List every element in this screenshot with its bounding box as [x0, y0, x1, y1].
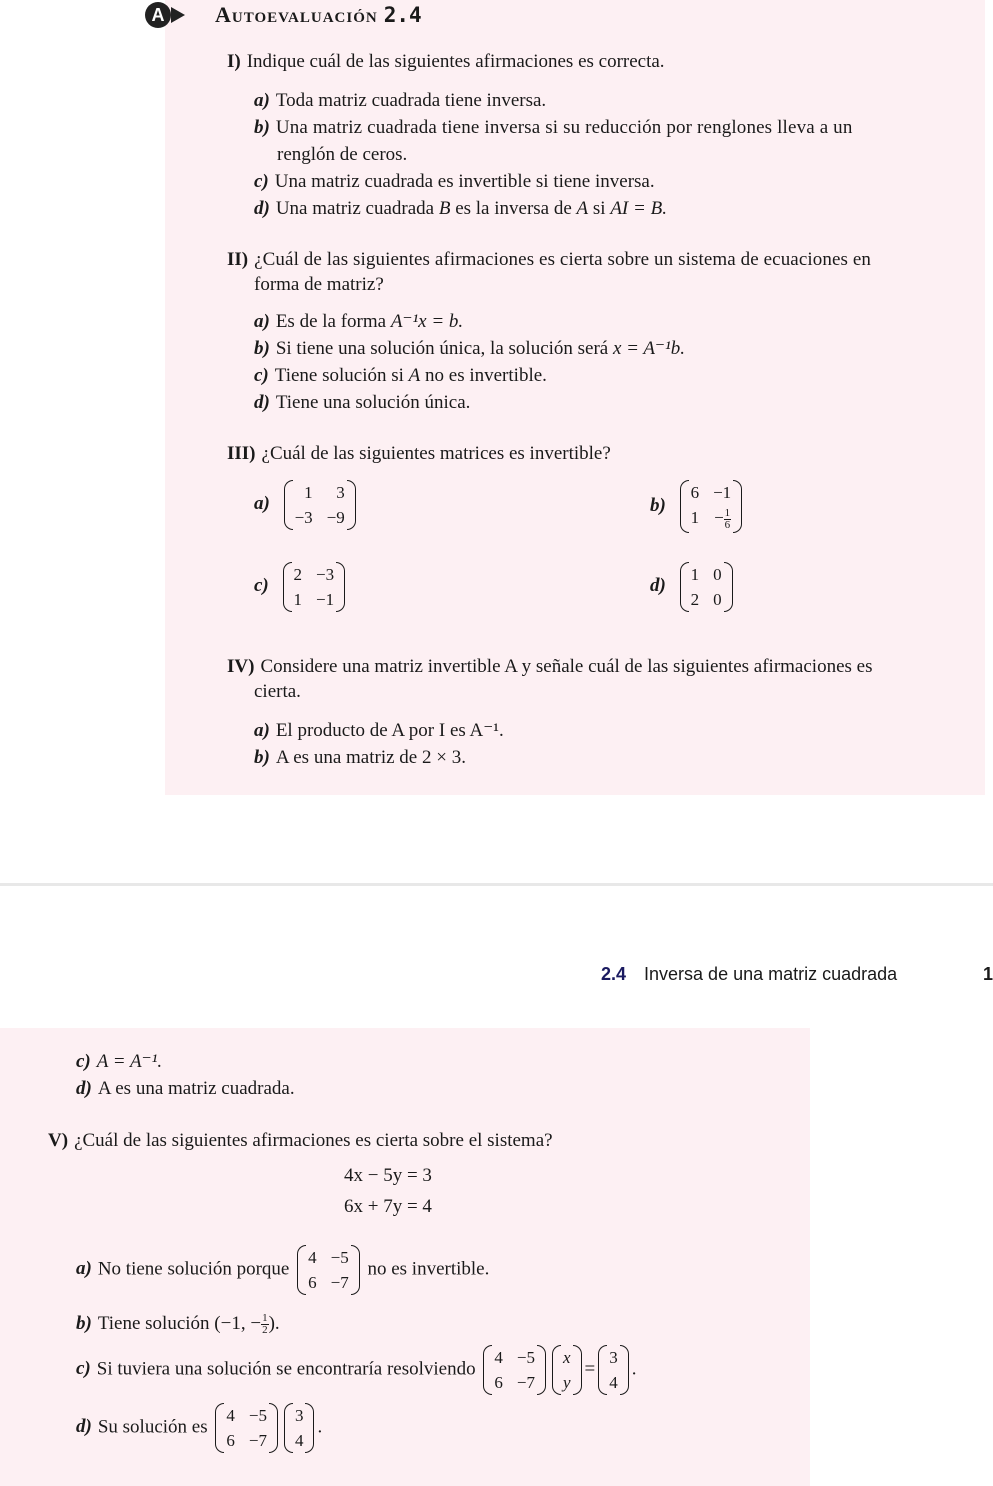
q1-option-d[interactable]: d) Una matriz cuadrada B es la inversa de A si AI = B.: [254, 198, 667, 219]
question-4-prompt: IV) Considere una matriz invertible A y señale cuál de las siguientes afirmaciones es: [227, 656, 873, 677]
q5-option-b[interactable]: b) Tiene solución (−1, − $\frac{1}{2}$ ).: [76, 1312, 280, 1337]
q2-option-b[interactable]: b) Si tiene una solución única, la solución será x = A⁻¹b.: [254, 338, 685, 359]
q2-option-a[interactable]: a) Es de la forma A⁻¹x = b.: [254, 311, 464, 332]
arrow-icon: [171, 7, 185, 23]
q3-option-c[interactable]: c) 2 −3 1 −1: [254, 562, 348, 612]
matrix: 2 −3 1 −1: [283, 562, 346, 612]
q1-option-b[interactable]: b) Una matriz cuadrada tiene inversa si su reducción por renglones lleva a un: [254, 117, 853, 138]
q2-option-d[interactable]: d) Tiene una solución única.: [254, 392, 471, 413]
q1-option-c[interactable]: c) Una matriz cuadrada es invertible si tiene inversa.: [254, 171, 655, 192]
equation-2: 6x + 7y = 4: [344, 1196, 432, 1217]
vector-rhs: 3 4: [284, 1403, 315, 1453]
matrix: 1 0 2 0: [680, 562, 733, 612]
q3-option-a[interactable]: a) 1 3 −3 −9: [254, 480, 359, 530]
question-2-prompt: II) ¿Cuál de las siguientes afirmaciones es cierta sobre un sistema de ecuaciones en: [227, 249, 871, 270]
badge-letter: A: [145, 2, 171, 28]
vector-xy: x y: [552, 1345, 582, 1395]
matrix: 1 3 −3 −9: [284, 480, 356, 530]
q5-option-c[interactable]: c) Si tuviera una solución se encontraría resolviendo 4 −5 6 −7 x y = 3 4 .: [76, 1345, 636, 1395]
question-5-prompt: V) ¿Cuál de las siguientes afirmaciones es cierta sobre el sistema?: [48, 1130, 553, 1151]
q5-option-d[interactable]: d) Su solución es 4 −5 6 −7 3 4 .: [76, 1403, 322, 1453]
q1-option-a[interactable]: a) Toda matriz cuadrada tiene inversa.: [254, 90, 547, 111]
q4-option-c[interactable]: c) A = A⁻¹.: [76, 1051, 163, 1072]
q4-option-d[interactable]: d) A es una matriz cuadrada.: [76, 1078, 295, 1099]
q4-option-a[interactable]: a) El producto de A por I es A⁻¹.: [254, 720, 504, 741]
page-title: Autoevaluación 2.4: [215, 2, 422, 27]
equation-1: 4x − 5y = 3: [344, 1165, 432, 1186]
q5-option-a[interactable]: a) No tiene solución porque 4 −5 6 −7 no es invertible.: [76, 1245, 489, 1295]
page-divider: [0, 883, 993, 886]
question-2-prompt-cont: forma de matriz?: [254, 274, 384, 295]
section-badge: [145, 2, 207, 28]
q3-option-d[interactable]: d) 1 0 2 0: [650, 562, 736, 612]
matrix: 4 −5 6 −7: [215, 1403, 278, 1453]
q1-option-b-cont: renglón de ceros.: [277, 144, 408, 165]
q4-option-b[interactable]: b) A es una matriz de 2 × 3.: [254, 747, 466, 768]
page-number: 1: [983, 964, 993, 984]
matrix: 4 −5 6 −7: [483, 1345, 546, 1395]
question-1-prompt: I) Indique cuál de las siguientes afirmaciones es correcta.: [227, 51, 665, 72]
matrix: 6 −1 1 − $\frac{1}{6}$: [680, 480, 743, 533]
question-3-prompt: III) ¿Cuál de las siguientes matrices es invertible?: [227, 443, 611, 464]
question-4-prompt-cont: cierta.: [254, 681, 301, 702]
vector-rhs: 3 4: [598, 1345, 629, 1395]
matrix: 4 −5 6 −7: [297, 1245, 360, 1295]
running-head: 2.4 Inversa de una matriz cuadrada: [601, 964, 898, 984]
q3-option-b[interactable]: b) 6 −1 1 − $\frac{1}{6}$: [650, 480, 745, 533]
q2-option-c[interactable]: c) Tiene solución si A no es invertible.: [254, 365, 547, 386]
